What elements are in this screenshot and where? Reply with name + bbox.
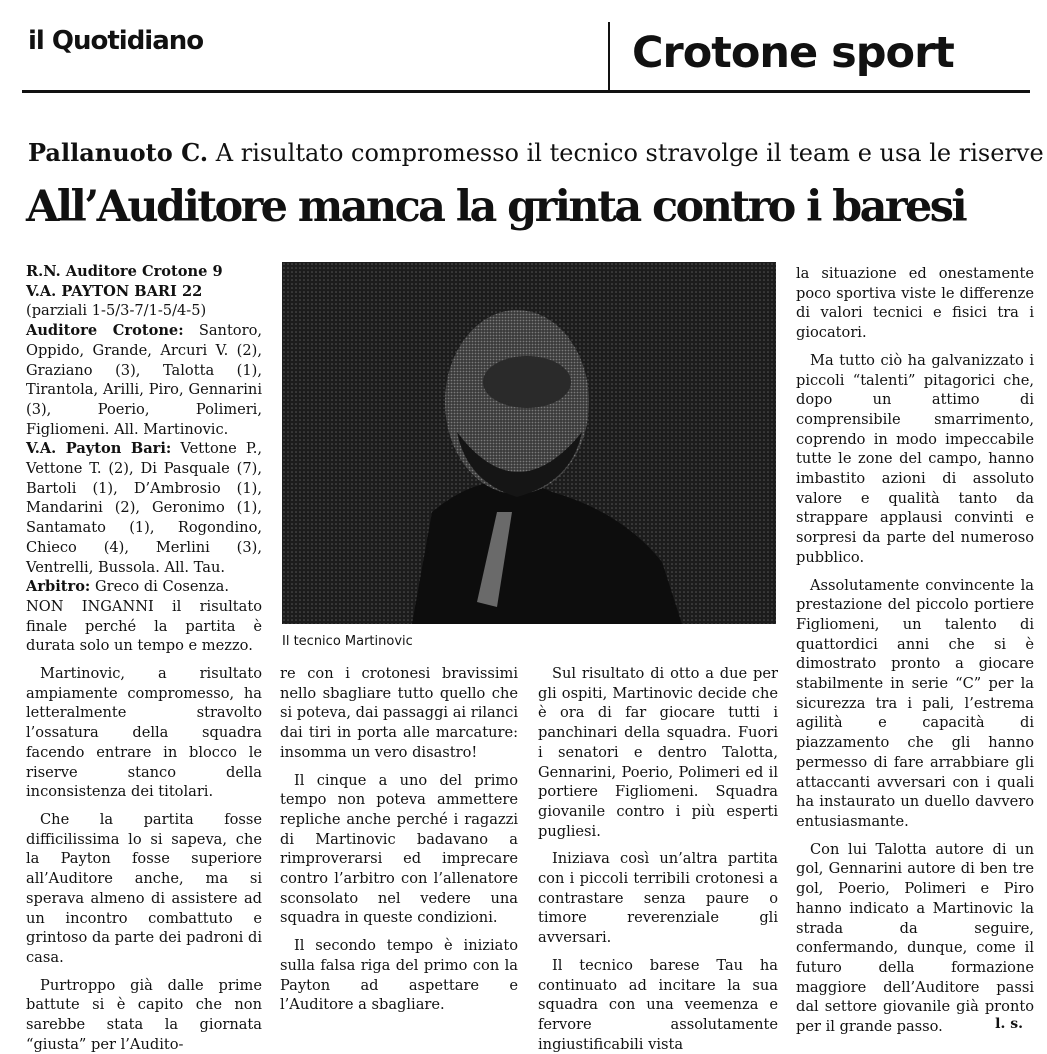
- paragraph: Il tecnico barese Tau ha continuato ad incitare la sua squadra con una veemenza e fervore assolutamente ingiustificabili vista: [538, 956, 778, 1053]
- paragraph: Sul risultato di otto a due per gli ospiti, Martinovic decide che è ora di far giocare tutti i panchinari della squadra. Fuori i senatori e dentro Talotta, Gennarini, Poerio, Polimeri ed il portiere Figliomeni. Squadra giovanile contro i più esperti pugliesi.: [538, 665, 778, 840]
- masthead-rule: [22, 90, 1030, 93]
- paragraph: Iniziava così un’altra partita con i piccoli terribili crotonesi a contrastare senza paure o timore reverenziale gli avversari.: [538, 850, 778, 947]
- paragraph: Purtroppo già dalle prime battute si è capito che non sarebbe stata la giornata “giusta” per l’Audito-: [26, 976, 262, 1053]
- column-1: [26, 262, 262, 1054]
- column-2: [280, 664, 518, 1015]
- team2-players: Vettone P., Vettone T. (2), Di Pasquale (7), Bartoli (1), D’Ambrosio (1), Mandarini (2), Geronimo (1), Santamato (1), Rogondino, Chieco (4), Merlini (3), Ventrelli, Bussola. All. Tau.: [26, 440, 262, 576]
- coach-photo: [282, 262, 776, 624]
- kicker: [28, 138, 1044, 167]
- paragraph: Ma tutto ciò ha galvanizzato i piccoli “talenti” pitagorici che, dopo un attimo di comprensibile smarrimento, coprendo in modo impeccabile tutte le zone del campo, hanno imbastito azioni di assoluto valore e qualità tanto da strappare applausi convinti e sorpresi da parte del numeroso pubblico.: [796, 351, 1034, 566]
- paragraph: Martinovic, a risultato ampiamente compromesso, ha letteralmente stravolto l’ossatura della squadra facendo entrare in blocco le riserve stanco della inconsistenza dei titolari.: [26, 665, 262, 801]
- score-line-away: V.A. PAYTON BARI 22: [26, 282, 203, 300]
- column-3: [538, 664, 778, 1054]
- referee: Greco di Cosenza.: [94, 578, 229, 596]
- kicker-sport: Pallanuoto C.: [28, 138, 209, 167]
- headline: All’Auditore manca la grinta contro i baresi: [26, 182, 966, 232]
- team1-players: Santoro, Oppido, Grande, Arcuri V. (2), Graziano (3), Talotta (1), Tirantola, Arilli, Piro, Gennarini (3), Poerio, Polimeri, Figliomeni. All. Martinovic.: [26, 322, 262, 438]
- paragraph: re con i crotonesi bravissimi nello sbagliare tutto quello che si poteva, dai passaggi ai rilanci dai tiri in porta alle marcature: insomma un vero disastro!: [280, 665, 518, 761]
- team2-label: V.A. Payton Bari:: [26, 440, 172, 458]
- section-title: Crotone sport: [632, 28, 954, 78]
- paragraph: Assolutamente convincente la prestazione del piccolo portiere Figliomeni, un talento di quattordici anni che si è dimostrato pronto a giocare stabilmente in serie “C” per la sicurezza tra i pali, l’estrema agilità e capacità di piazzamento che gli hanno permesso di fare arrabbiare gli attaccanti avversari con i quali ha instaurato un duello davvero entusiasmante.: [796, 576, 1034, 830]
- referee-label: Arbitro:: [26, 578, 91, 596]
- paragraph: Il cinque a uno del primo tempo non poteva ammettere repliche anche perché i ragazzi di Martinovic badavano a rimproverarsi ed imprecare contro l’arbitro con l’allenatore sconsolato nel vedere una squadra in queste condizioni.: [280, 771, 518, 927]
- author-signature: l. s.: [995, 1016, 1023, 1032]
- paragraph: la situazione ed onestamente poco sportiva viste le differenze di valori tecnici e fisici tra i giocatori.: [796, 265, 1034, 342]
- team1-label: Auditore Crotone:: [26, 322, 184, 340]
- paragraph: Il secondo tempo è iniziato sulla falsa riga del primo con la Payton ad aspettare e l’Auditore a sbagliare.: [280, 937, 518, 1014]
- masthead-divider: [608, 22, 610, 90]
- newspaper-name: il Quotidiano: [28, 26, 204, 56]
- masthead: [0, 0, 1047, 92]
- paragraph: Con lui Talotta autore di un gol, Gennarini autore di ben tre gol, Poerio, Polimeri e Piro hanno indicato a Martinovic la strada da seguire, confermando, dunque, come il futuro della formazione maggiore dell’Auditore passi dal settore giovanile già pronto per il grande passo.: [796, 840, 1034, 1036]
- paragraph: Che la partita fosse difficilissima lo si sapeva, che la Payton fosse superiore all’Auditore anche, ma si sperava almeno di assistere ad un incontro combattuto e grintoso da parte dei padroni di casa.: [26, 810, 262, 966]
- score-line-home: R.N. Auditore Crotone 9: [26, 263, 223, 280]
- paragraph: NON INGANNI il risultato finale perché la partita è durata solo un tempo e mezzo.: [26, 597, 262, 655]
- photo-caption: Il tecnico Martinovic: [282, 634, 413, 649]
- partials: (parziali 1-5/3-7/1-5/4-5): [26, 302, 207, 320]
- kicker-text: A risultato compromesso il tecnico stravolge il team e usa le riserve: [215, 139, 1044, 167]
- column-4: [796, 264, 1034, 1037]
